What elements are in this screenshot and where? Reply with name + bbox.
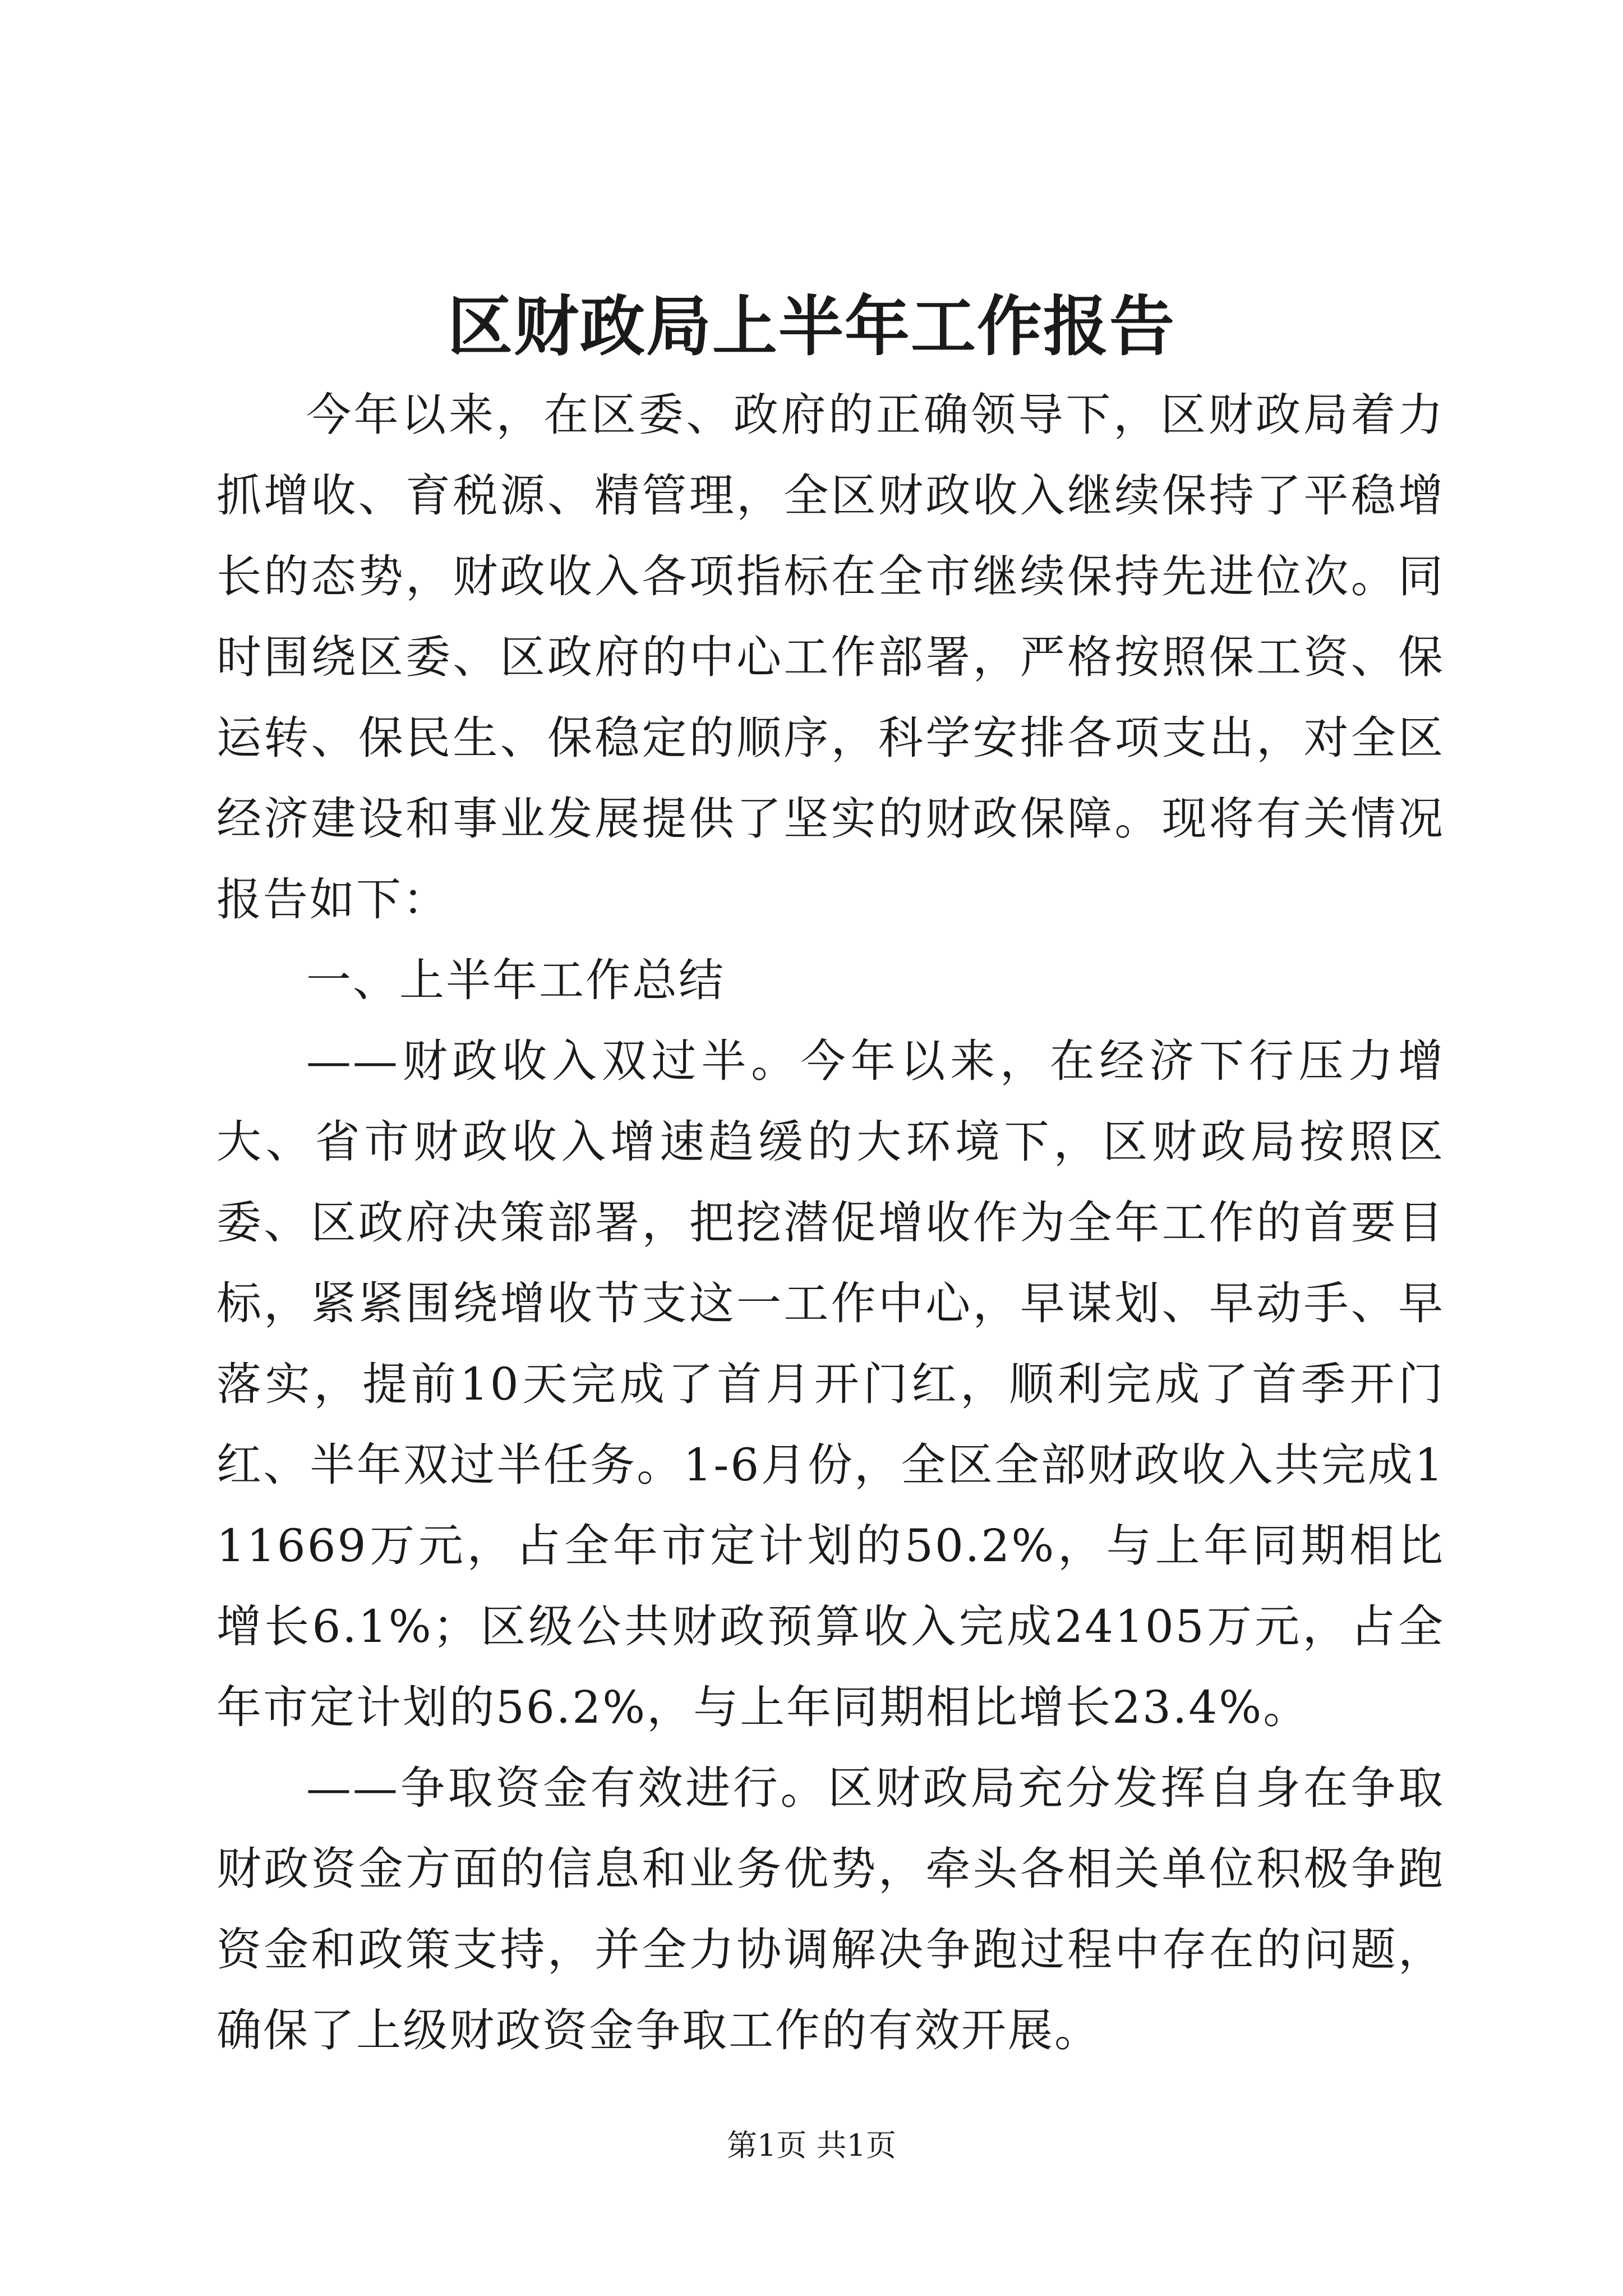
document-body	[216, 375, 1445, 2071]
funding-paragraph: ——争取资金有效进行。区财政局充分发挥自身在争取财政资金方面的信息和业务优势，牵头各相关单位积极争跑资金和政策支持，并全力协调解决争跑过程中存在的问题，确保了上级财政资金争取工作的有效开展。	[216, 1762, 1445, 2056]
revenue-paragraph: ——财政收入双过半。今年以来，在经济下行压力增大、省市财政收入增速趋缓的大环境下，区财政局按照区委、区政府决策部署，把挖潜促增收作为全年工作的首要目标，紧紧围绕增收节支这一工作中心，早谋划、早动手、早落实，提前10天完成了首月开门红，顺利完成了首季开门红、半年双过半任务。1-6月份，全区全部财政收入共完成111669万元，占全年市定计划的50.2%，与上年同期相比增长6.1%；区级公共财政预算收入完成24105万元，占全年市定计划的56.2%，与上年同期相比增长23.4%。	[216, 1035, 1445, 1733]
document-title: 区财政局上半年工作报告	[448, 288, 1175, 365]
section-heading: 一、上半年工作总结	[306, 954, 725, 1006]
page-footer: 第1页 共1页	[727, 2128, 896, 2163]
intro-paragraph: 今年以来，在区委、政府的正确领导下，区财政局着力抓增收、育税源、精管理，全区财政收入继续保持了平稳增长的态势，财政收入各项指标在全市继续保持先进位次。同时围绕区委、区政府的中心工作部署，严格按照保工资、保运转、保民生、保稳定的顺序，科学安排各项支出，对全区经济建设和事业发展提供了坚实的财政保障。现将有关情况报告如下：	[216, 389, 1445, 926]
